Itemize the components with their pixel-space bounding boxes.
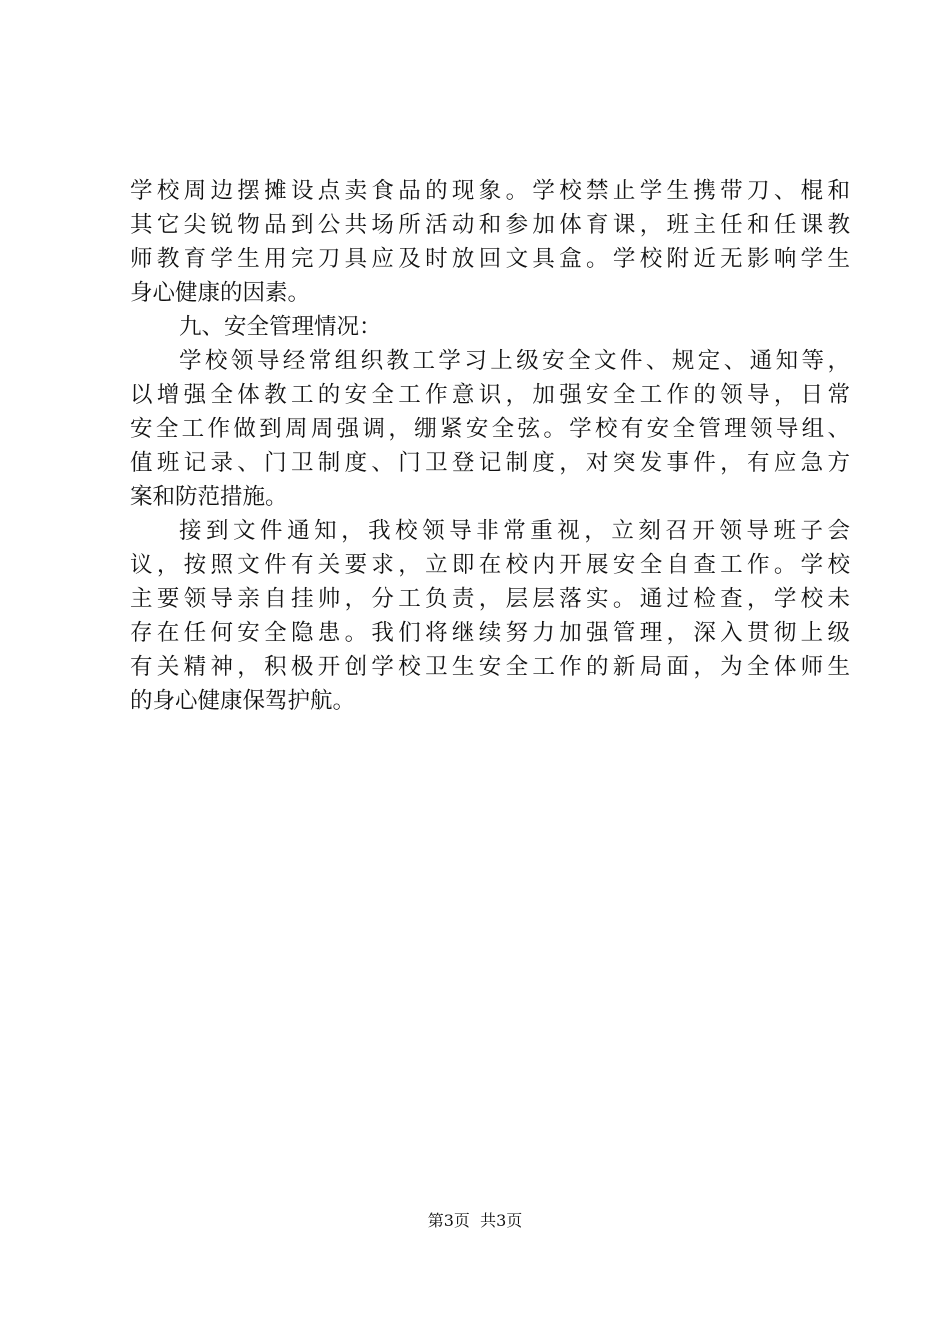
text-line-9: 值班记录、门卫制度、门卫登记制度，对突发事件，有应急方 [130, 450, 850, 476]
text-line-12: 议，按照文件有关要求，立即在校内开展安全自查工作。学校 [130, 552, 850, 578]
text-line-16: 的身心健康保驾护航。 [130, 688, 356, 714]
text-line-13: 主要领导亲自挂帅，分工负责，层层落实。通过检查，学校未 [130, 586, 850, 612]
text-line-8: 安全工作做到周周强调，绷紧安全弦。学校有安全管理领导组、 [130, 416, 850, 442]
text-line-11: 接到文件通知，我校领导非常重视，立刻召开领导班子会 [179, 518, 850, 544]
text-line-4: 身心健康的因素。 [130, 280, 311, 306]
page-number-label: 第3页 共3页 [427, 1211, 523, 1230]
text-line-15: 有关精神，积极开创学校卫生安全工作的新局面，为全体师生 [130, 654, 850, 680]
text-line-10: 案和防范措施。 [130, 484, 288, 510]
text-line-7: 以增强全体教工的安全工作意识，加强安全工作的领导，日常 [130, 382, 850, 408]
text-line-2: 其它尖锐物品到公共场所活动和参加体育课，班主任和任课教 [130, 212, 850, 238]
text-line-3: 师教育学生用完刀具应及时放回文具盒。学校附近无影响学生 [130, 246, 850, 272]
document-body [130, 174, 850, 718]
text-line-1: 学校周边摆摊设点卖食品的现象。学校禁止学生携带刀、棍和 [130, 178, 850, 204]
section-heading: 九、安全管理情况： [179, 314, 382, 340]
page-footer [0, 1210, 950, 1232]
text-line-14: 存在任何安全隐患。我们将继续努力加强管理，深入贯彻上级 [130, 620, 850, 646]
text-line-6: 学校领导经常组织教工学习上级安全文件、规定、通知等， [179, 348, 850, 374]
